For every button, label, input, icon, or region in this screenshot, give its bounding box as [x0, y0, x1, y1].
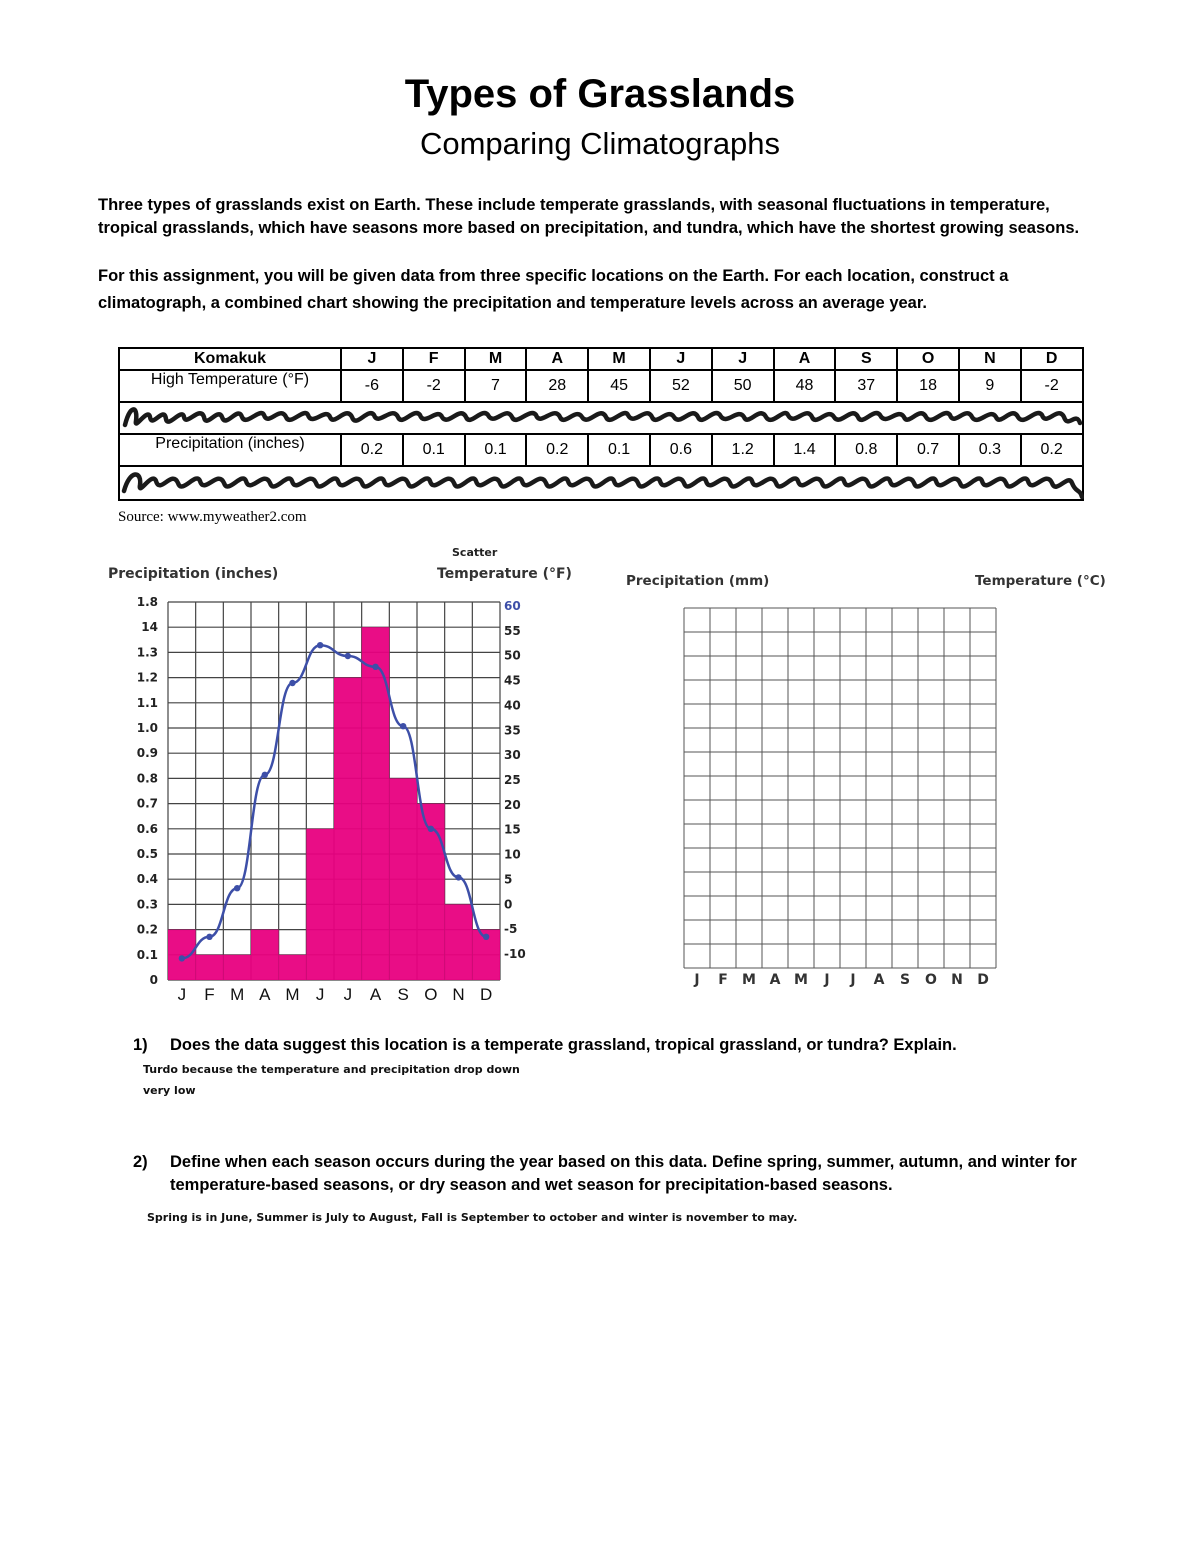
right-tick-label: 5: [504, 872, 513, 887]
right-tick-label: -5: [504, 922, 518, 937]
month-header: N: [959, 348, 1021, 370]
climate-data-table: [118, 347, 1084, 501]
temperature-point: [400, 723, 406, 729]
precip-bar: [196, 955, 224, 980]
table-cell: 7: [465, 370, 527, 402]
x-tick-label: A: [873, 972, 885, 988]
table-row-high-temp: [119, 370, 1083, 402]
left-tick-label: 0.7: [136, 796, 158, 811]
x-tick-label: M: [230, 985, 245, 1004]
left-tick-label: 0: [149, 973, 158, 987]
temperature-point: [206, 934, 212, 940]
x-tick-label: A: [259, 985, 271, 1004]
right-tick-label: 50: [504, 648, 521, 663]
empty-right-axis-label: Temperature (°C): [975, 573, 1106, 589]
left-tick-label: 0.4: [136, 872, 158, 887]
question-number: 2): [133, 1153, 148, 1171]
temperature-point: [234, 885, 240, 891]
right-tick-label: 35: [504, 723, 521, 738]
table-cell: 0.2: [526, 434, 588, 466]
question-text-line2: temperature-based seasons, or dry season and wet season for precipitation-based seasons.: [170, 1176, 893, 1194]
temperature-point: [317, 642, 323, 648]
right-tick-label: 0: [504, 897, 513, 912]
left-tick-label: 0.9: [136, 746, 158, 761]
month-header: J: [341, 348, 403, 370]
precip-bar: [445, 904, 473, 980]
table-cell: 0.1: [588, 434, 650, 466]
source-citation: Source: www.myweather2.com: [118, 509, 307, 525]
x-tick-label: A: [369, 985, 382, 1004]
x-tick-label: J: [177, 985, 187, 1004]
right-tick-label: 45: [504, 673, 521, 688]
table-cell: 0.2: [1021, 434, 1083, 466]
x-tick-label: S: [899, 972, 911, 988]
table-cell: -2: [403, 370, 465, 402]
x-tick-label: D: [480, 985, 493, 1004]
right-tick-label: 60: [504, 599, 521, 613]
x-tick-label: D: [977, 972, 989, 988]
precip-bar: [389, 778, 417, 980]
month-header: M: [465, 348, 527, 370]
table-cell: 28: [526, 370, 588, 402]
left-tick-label: 0.3: [136, 897, 158, 912]
climatograph-chart-empty: [670, 598, 1020, 998]
x-tick-label: J: [824, 972, 830, 988]
table-cell: 48: [774, 370, 836, 402]
empty-left-axis-label: Precipitation (mm): [626, 573, 770, 589]
precip-bar: [306, 829, 334, 980]
intro-paragraph-1: [98, 194, 1108, 240]
x-tick-label: J: [315, 985, 325, 1004]
table-cell: 0.7: [897, 434, 959, 466]
table-cell: 37: [835, 370, 897, 402]
x-tick-label: J: [694, 972, 700, 988]
right-tick-label: -10: [504, 947, 526, 961]
table-cell: 0.3: [959, 434, 1021, 466]
right-axis-label-top: Scatter: [452, 546, 498, 559]
question-text: [170, 1151, 1090, 1197]
month-header: S: [835, 348, 897, 370]
table-header-row: [119, 348, 1083, 370]
intro-p2-line2: climatograph, a combined chart showing the precipitation and temperature levels across an average year.: [98, 294, 927, 312]
right-tick-label: 25: [504, 773, 521, 787]
left-tick-label: 0.5: [136, 847, 158, 861]
right-tick-label: 15: [504, 822, 521, 837]
scribbled-row: [119, 466, 1083, 500]
x-tick-label: J: [343, 985, 353, 1004]
month-header: J: [650, 348, 712, 370]
table-cell: 45: [588, 370, 650, 402]
left-tick-label: 1.3: [136, 645, 158, 660]
answer-1-line-1: Turdo because the temperature and precipitation drop down: [143, 1063, 520, 1076]
temperature-point: [262, 772, 268, 778]
temperature-point: [345, 653, 351, 659]
precip-bar: [251, 930, 279, 980]
left-tick-label: 1.0: [136, 721, 158, 735]
table-row-scribbled-2: [119, 466, 1083, 500]
intro-p1-line2: tropical grasslands, which have seasons more based on precipitation, and tundra, which have the shortest growing seasons.: [98, 219, 1080, 237]
left-tick-label: 1.2: [136, 670, 158, 685]
question-text-line1: Define when each season occurs during the year based on this data. Define spring, summer, autumn, and winter for: [170, 1153, 1077, 1171]
temperature-point: [428, 826, 434, 832]
x-tick-label: J: [850, 972, 856, 988]
month-header: M: [588, 348, 650, 370]
table-cell: 0.8: [835, 434, 897, 466]
page-title: Types of Grasslands: [404, 72, 796, 116]
month-header: F: [403, 348, 465, 370]
right-tick-label: 10: [504, 847, 521, 862]
table-cell: -2: [1021, 370, 1083, 402]
month-header: A: [774, 348, 836, 370]
answer-2: Spring is in June, Summer is July to August, Fall is September to october and winter is november to may.: [147, 1211, 798, 1224]
temperature-point: [179, 955, 185, 961]
x-tick-label: M: [742, 972, 756, 988]
left-tick-label: 0.1: [136, 947, 158, 962]
precip-bar: [223, 955, 251, 980]
table-cell: 52: [650, 370, 712, 402]
table-cell: 0.1: [465, 434, 527, 466]
answer-1-line-2: very low: [143, 1084, 196, 1097]
table-cell: 0.2: [341, 434, 403, 466]
left-tick-label: 1.1: [136, 695, 158, 710]
month-header: O: [897, 348, 959, 370]
table-cell: 1.2: [712, 434, 774, 466]
x-tick-label: F: [204, 985, 215, 1004]
intro-p1-line1: Three types of grasslands exist on Earth. These include temperate grasslands, with seasonal fluctuations in temperature,: [98, 196, 1050, 214]
table-row-scribbled-1: [119, 402, 1083, 434]
table-cell: 0.1: [403, 434, 465, 466]
x-tick-label: S: [397, 985, 409, 1004]
x-tick-label: N: [452, 985, 465, 1004]
left-tick-label: 14: [141, 620, 158, 635]
temperature-point: [483, 934, 489, 940]
row-label: High Temperature (°F): [119, 370, 341, 402]
page-subtitle: Comparing Climatographs: [419, 126, 781, 161]
row-label: Precipitation (inches): [119, 434, 341, 466]
climatograph-chart-completed: [110, 590, 540, 1010]
precip-bar: [334, 678, 362, 980]
table-cell: 9: [959, 370, 1021, 402]
table-cell: -6: [341, 370, 403, 402]
intro-paragraph-2: [98, 263, 1108, 317]
scribbled-row: [119, 402, 1083, 434]
question-text: Does the data suggest this location is a temperate grassland, tropical grassland, or tundra? Explain.: [170, 1036, 957, 1054]
table-cell: 1.4: [774, 434, 836, 466]
left-tick-label: 0.2: [136, 922, 158, 937]
question-number: 1): [133, 1036, 148, 1054]
x-tick-label: M: [285, 985, 300, 1004]
temperature-point: [455, 874, 461, 880]
left-axis-label: Precipitation (inches): [108, 566, 279, 582]
intro-p2-line1: For this assignment, you will be given data from three specific locations on the Earth. For each location, construct a: [98, 267, 1009, 285]
left-tick-label: 0.6: [136, 821, 158, 836]
right-tick-label: 40: [504, 698, 521, 713]
precip-bar: [279, 955, 307, 980]
temperature-point: [372, 664, 378, 670]
temperature-point: [289, 680, 295, 686]
location-name: Komakuk: [119, 348, 341, 370]
month-header: J: [712, 348, 774, 370]
right-tick-label: 20: [504, 797, 521, 812]
table-row-precip-inches: [119, 434, 1083, 466]
x-tick-label: O: [424, 985, 438, 1004]
month-header: D: [1021, 348, 1083, 370]
x-tick-label: N: [951, 972, 963, 988]
month-header: A: [526, 348, 588, 370]
x-tick-label: F: [718, 972, 728, 988]
right-tick-label: 30: [504, 748, 521, 763]
x-tick-label: A: [769, 972, 781, 988]
table-cell: 50: [712, 370, 774, 402]
scribble-strike-1: [120, 403, 1084, 433]
left-tick-label: 1.8: [136, 595, 158, 609]
x-tick-label: M: [794, 972, 808, 988]
left-tick-label: 0.8: [136, 771, 158, 786]
x-tick-label: O: [925, 972, 937, 988]
right-tick-label: 55: [504, 623, 521, 638]
table-cell: 18: [897, 370, 959, 402]
table-cell: 0.6: [650, 434, 712, 466]
right-axis-label: Temperature (°F): [437, 566, 572, 582]
scribble-strike-2: [120, 467, 1084, 499]
